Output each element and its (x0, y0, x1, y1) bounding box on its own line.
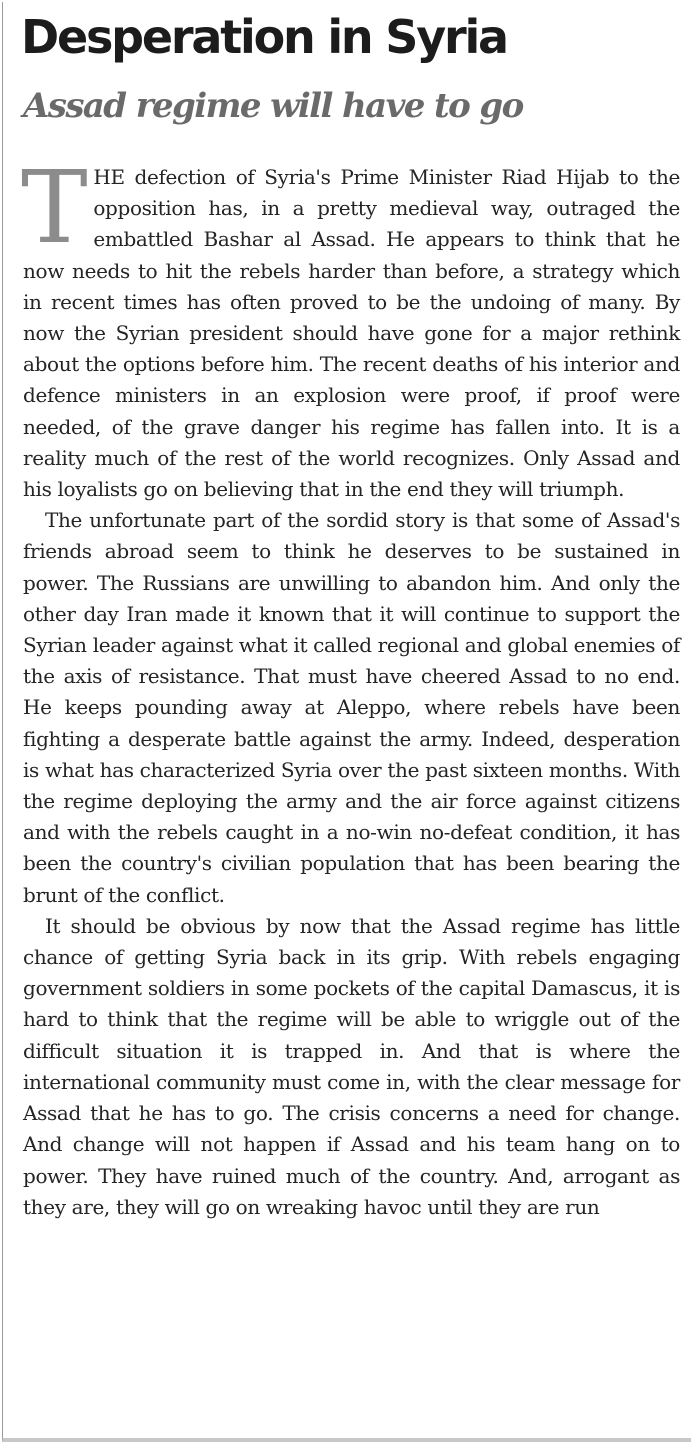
drop-cap: T (21, 149, 88, 266)
paragraph-3: It should be obvious by now that the Assad regime has little chance of getting Syria back in its grip. With rebels engaging government soldiers in some pockets of the capital Damascus, it is hard to think that the regime will be able to wriggle out of the difficult situation it is trapped in. And that is where the international community must come in, with the clear message for Assad that he has to go. The crisis concerns a need for change. And change will not happen if Assad and his team hang on to power. They have ruined much of the country. And, arrogant as they are, they will go on wreaking havoc until they are run (23, 913, 680, 1219)
article-body (21, 149, 680, 1223)
newspaper-clipping (2, 2, 691, 1442)
paragraph-1-text: HE defection of Syria's Prime Minister Riad Hijab to the opposition has, in a pretty medieval way, outraged the embattled Bashar al Assad. He appears to think that he now needs to hit the rebels harder than before, a strategy which in recent times has often proved to be the undoing of many. By now the Syrian president should have gone for a major rethink about the options before him. The recent deaths of his interior and defence ministers in an explosion were proof, if proof were needed, of the grave danger his regime has fallen into. It is a reality much of the rest of the world recognizes. Only Assad and his loyalists go on believing that in the end they will triumph. (23, 165, 680, 502)
paragraph-2: The unfortunate part of the sordid story is that some of Assad's friends abroad seem to think he deserves to be sustained in power. The Russians are unwilling to abandon him. And only the other day Iran made it known that it will continue to support the Syrian leader against what it called regional and global enemies of the axis of resistance. That must have cheered Assad to no end. He keeps pounding away at Aleppo, where rebels have been fighting a desperate battle against the army. Indeed, desperation is what has characterized Syria over the past sixteen months. With the regime deploying the army and the air force against citizens and with the rebels caught in a no-win no-defeat condition, it has been the country's civilian population that has been bearing the brunt of the conflict. (23, 508, 680, 907)
headline: Desperation in Syria (21, 10, 507, 64)
paragraph-1 (21, 149, 680, 505)
subheadline: Assad regime will have to go (23, 86, 523, 126)
